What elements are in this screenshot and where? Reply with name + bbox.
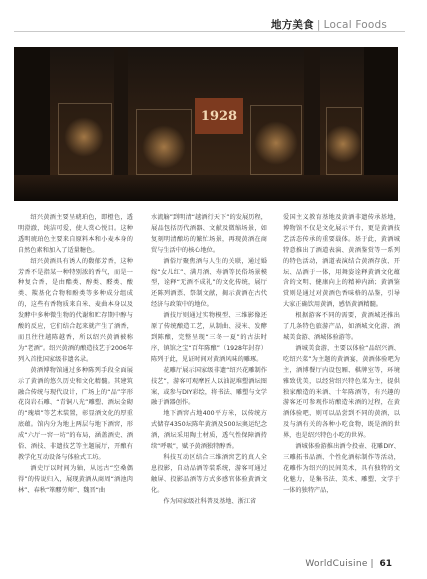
- page-number: 61: [379, 559, 392, 569]
- museum-photo: [14, 47, 398, 201]
- body-column-3: [283, 213, 400, 497]
- paragraph: 绍兴黄酒主要呈琥珀色，即橙色，透明澄澈，纯洁可爱，使人赏心悦目。这种透明琥珀色主要来自原料本和小麦本身的自然色素和加入了适量糖色。: [18, 214, 133, 254]
- body-column-1: [18, 213, 133, 497]
- section-title-cn: 地方美食: [271, 19, 314, 31]
- paragraph: 酒技厅则通过实物模型、三维影像还原了传统酿造工艺，从制曲、浸米、发酵到陈酿，完整呈现“三冬一夏”的古法时序，镇馆之宝“百年陈酿”（1928年封存）陈列于此，见证时间对黄酒风味的雕琢。: [151, 312, 267, 363]
- paragraph: 酒城体验游推出酒令投壶、花雕DIY、三雕拓书品酒、个性化酒标制作等活动，花雕作为绍兴的民间美术，具有独特的文化魅力，是集书法、美术、雕塑、文学于一体的独特产品，: [283, 443, 400, 494]
- paragraph: 酒城美食游，主要以体验“品绍兴酒、吃绍兴菜”为主题的黄酒宴，黄酒体验吧为主，酒博餐厅内设包厢、棋牌室等，环境雅致优美，以经营绍兴特色菜为主，提供独家酿造的米酒、十年陈酒等，有兴趣的游客还可参观作坊酿造米酒的过程，在黄酒体验吧，则可以品尝到不同的黄酒，以及与酒有关的各种小吃食物，既是酒的世界，也是绍兴特色小吃的世界。: [283, 344, 400, 440]
- footer-separator: |: [370, 559, 374, 569]
- museum-sign: 1928: [195, 98, 243, 134]
- paragraph-continued: 爱国主义教育基地及黄酒非遗传承基地，博物馆不仅是文化展示平台，更是黄酒技艺活态传承的重要载体。基于此，黄酒城特意推出了酒道表演、黄酒鉴赏等一系列的特色活动，酒道表演结合黄酒存放、开坛、品酒于一体，用舞姿诠释黄酒文化蕴含的文明、健康向上的精神内涵；黄酒鉴赏则是通过对黄酒色香味格的品鉴，引导大家正确饮用黄酒，感悟黄酒精髓。: [283, 214, 400, 309]
- paragraph: 根据游客不同的需要，黄酒城还推出了几条特色旅游产品，如酒城文化游、酒城美食游、酒城体验游等。: [283, 312, 400, 341]
- paragraph-continued: 水流觞”到明清“越酒行天下”的发展历程，展品包括历代酒器、文献及微缩场景，如复刻明清酿坊的繁忙场景，再现黄酒在商贸与生活中的核心地位。: [151, 214, 267, 254]
- paragraph: 作为国家级社科普及基地、浙江省: [163, 497, 257, 505]
- header-rule: [14, 31, 405, 32]
- paragraph: 花雕厅展示国家级非遗“绍兴花雕制作技艺”，游客可观摩匠人以油泥堆塑酒坛图案，或参与DIY彩绘，将书法、雕塑与文学融于酒器创作。: [151, 366, 267, 407]
- paragraph: 科技互动区结合三维酒窖艺的真人全息投影，自动品酒等装系统，游客可通过触屏、投影品酒等方式多感官体验黄酒文化。: [151, 453, 267, 494]
- paragraph: 地下酒窖占地400平方米，以传统方式储存4350坛陈年黄酒及500坛奥运纪念酒，酒坛采用陶土材质，透气性保障酒持续“呼吸”，赋予黄酒独特醇香。: [151, 410, 267, 451]
- page-footer: [305, 559, 392, 569]
- header-separator: |: [316, 19, 321, 31]
- paragraph: 绍兴黄酒具有诱人的馥郁芳香，这种芳香不是指某一种特别浓的香气，而是一种复合香，是由酯类、醇类、醛类、酸类、羰基化合物和酚类等多种成分组成的，这些有香物质来自米、麦曲本身以及发酵中多种微生物的代谢和贮存期中醇与酸的反应，它们结合起来就产生了酒香，而且往往越陈越香，所以绍兴黄酒被称为“老酒”。绍兴黄酒的酿造技艺于2006年列入首批国家级非遗名录。: [18, 257, 133, 363]
- magazine-brand: WorldCuisine: [305, 559, 368, 569]
- body-column-2: [151, 213, 267, 507]
- paragraph: 酒史厅以时间为轴，从远古“空桑偶得”的传说归入，展现黄酒从商周“酒池肉林”、春秋“箪醪劳师”、魏晋“曲: [18, 464, 133, 494]
- section-header: [271, 17, 387, 32]
- section-title-en: Local Foods: [323, 19, 387, 31]
- paragraph: 黄酒博物馆通过多种陈列手段全面展示了黄酒的悠久历史和文化精髓。其建筑融合传统与现代设计，广场上的“品”字形花岗岩石雕、“青铜八光”雕塑、酒坛金砌的“瑰墙”等艺术装置，彰显酒文化的厚重底蕴。馆内分为地上两层与地下酒窖，形成“六厅一窖一坊”的布局，涵盖酒史、酒俗、酒技、非遗技艺等主题展厅，开酿有教学化互动设备与体验式工坊。: [18, 366, 133, 461]
- paragraph: 酒俗厅聚焦酒与人生的关联，通过婚嫁“女儿红”、满月酒、寿酒等民俗场景模型，诠释“无酒不成礼”的文化传统，展厅还陈列酒票、祭制文献，揭示黄酒在古代经济与政策中的地位。: [151, 257, 267, 309]
